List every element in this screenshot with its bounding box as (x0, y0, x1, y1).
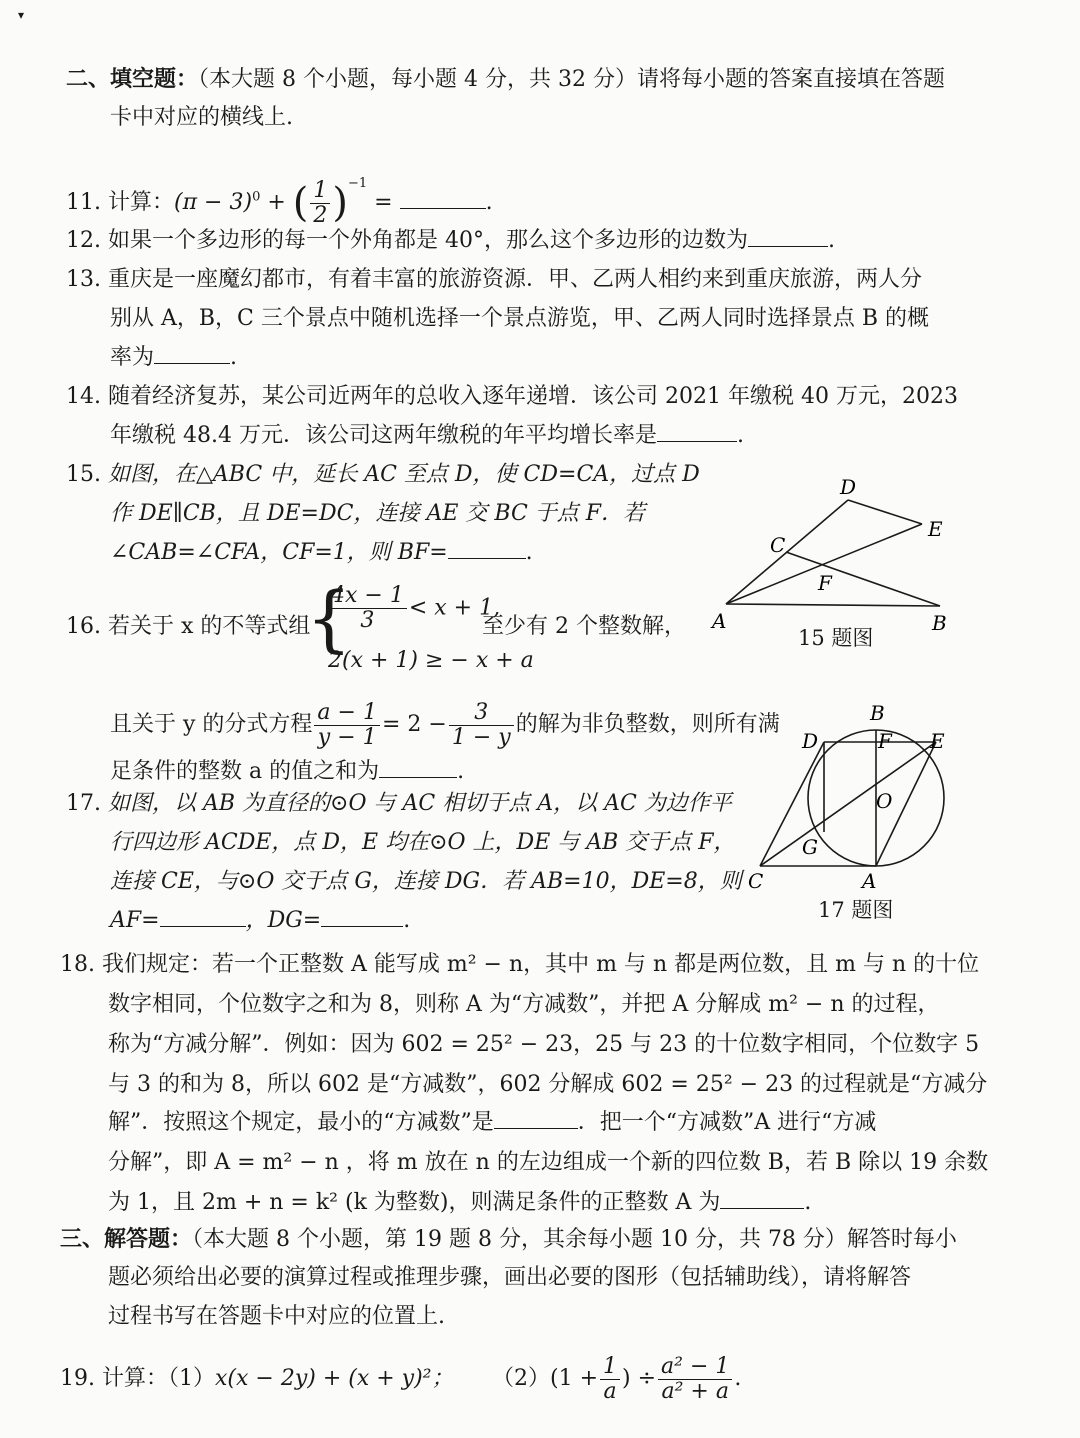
question-text: ∠CAB=∠CFA，CF=1，则 BF= (110, 540, 448, 565)
period: . (525, 540, 533, 565)
segment-CE (760, 742, 936, 866)
question-11 (66, 164, 493, 228)
question-text: 的解为非负整数，则所有满 (515, 712, 780, 737)
question-text: 我们规定：若一个正整数 A 能写成 m² − n，其中 m 与 n 都是两位数，且 m 与 n 的十位 (102, 952, 980, 977)
part-label: （2） (492, 1366, 550, 1391)
question-number: 16. (66, 614, 101, 639)
period: . (403, 908, 411, 933)
exponent: 0 (252, 189, 261, 205)
question-13-line3 (110, 343, 237, 373)
question-16-line2 (110, 700, 780, 750)
point-label-D: D (802, 729, 819, 753)
question-18-line3: 称为“方减分解”．例如：因为 602 = 25² − 23，25 与 23 的十位数字相同，个位数字 5 (108, 1032, 980, 1057)
figure-15-caption: 15 题图 (798, 626, 874, 650)
question-19-part2 (492, 1354, 741, 1404)
point-label-D: D (840, 475, 857, 499)
figure-17-caption: 17 题图 (818, 898, 894, 922)
question-number: 17. (66, 791, 101, 816)
question-text: 如图，在△ABC 中，延长 AC 至点 D，使 CD=CA，过点 D (108, 462, 700, 487)
question-text: ，DG= (245, 908, 322, 933)
section-3-header (60, 1224, 957, 1255)
math-term: (1 + (550, 1366, 599, 1391)
answer-blank[interactable] (448, 558, 526, 559)
period: . (734, 1366, 742, 1391)
question-number: 14. (66, 384, 101, 409)
denominator: 2 (313, 202, 328, 228)
point-label-A: A (862, 869, 877, 893)
period: . (804, 1190, 812, 1215)
fraction (314, 701, 380, 750)
period: . (485, 190, 493, 215)
paren-right: ) (332, 180, 348, 226)
question-text: 且关于 y 的分式方程 (110, 712, 313, 737)
question-text: 计算：（1） (102, 1366, 215, 1391)
point-label-G: G (802, 835, 818, 859)
period: . (230, 345, 238, 370)
question-14-line1 (66, 382, 958, 412)
question-15-line1 (66, 460, 700, 490)
point-label-O: O (876, 789, 893, 813)
fraction (310, 179, 330, 228)
question-text: 计算： (108, 190, 175, 215)
fraction (658, 1355, 732, 1404)
question-text: 重庆是一座魔幻都市，有着丰富的旅游资源．甲、乙两人相约来到重庆旅游，两人分 (108, 267, 923, 292)
question-18-line4: 与 3 的和为 8，所以 602 是“方减数”，602 分解成 602 = 25² − 23 的过程就是“方减分 (108, 1072, 988, 1097)
exponent: −1 (347, 176, 368, 191)
question-12 (66, 226, 835, 256)
answer-blank[interactable] (657, 441, 737, 442)
point-label-C: C (748, 869, 764, 893)
answer-blank[interactable] (154, 363, 230, 364)
inequality-2: 2(x + 1) ≥ − x + a (328, 648, 534, 673)
denominator: 1 − y (451, 724, 511, 750)
denominator: a (603, 1378, 617, 1404)
period: . (828, 228, 835, 253)
figure-17-diagram (744, 698, 954, 898)
question-16-line3 (110, 757, 464, 787)
question-18-line6: 分解”，即 A = m² − n ，将 m 放在 n 的左边组成一个新的四位数 B，若 B 除以 19 余数 (108, 1150, 989, 1175)
numerator: 1 (310, 179, 330, 204)
answer-blank-DG[interactable] (321, 926, 403, 927)
point-label-B: B (870, 701, 885, 725)
math-operator: = (367, 190, 400, 215)
answer-blank[interactable] (400, 208, 486, 209)
question-number: 18. (60, 952, 95, 977)
numerator: 1 (600, 1355, 620, 1380)
question-17-line4 (110, 906, 410, 936)
numerator: 3 (449, 701, 514, 726)
question-number: 11. (66, 190, 101, 215)
section-2-desc-line1: （本大题 8 个小题，每小题 4 分，共 32 分）请将每小题的答案直接填在答题 (198, 67, 945, 92)
question-text: 足条件的整数 a 的值之和为 (110, 759, 380, 784)
answer-blank[interactable] (379, 777, 457, 778)
system-brace: { (306, 576, 352, 660)
point-label-F: F (818, 571, 832, 595)
question-17-line2: 行四边形 ACDE，点 D，E 均在⊙O 上，DE 与 AB 交于点 F， (110, 830, 736, 855)
answer-blank-A[interactable] (720, 1208, 804, 1209)
section-3-title: 三、解答题： (60, 1226, 193, 1252)
point-label-B: B (932, 611, 947, 635)
question-18-line5 (108, 1108, 876, 1138)
point-label-E: E (928, 517, 943, 541)
period: . (736, 423, 744, 448)
question-text: 随着经济复苏，某公司近两年的总收入逐年递增．该公司 2021 年缴税 40 万元，2023 (108, 384, 958, 409)
fraction (328, 584, 407, 633)
section-3-desc-line1: （本大题 8 个小题，第 19 题 8 分，其余每小题 10 分，共 78 分）解答时每小 (192, 1227, 957, 1252)
segment-AB (726, 604, 940, 606)
question-text: 如图，以 AB 为直径的⊙O 与 AC 相切于点 A，以 AC 为边作平 (108, 791, 732, 816)
question-text: 年缴税 48.4 万元．该公司这两年缴税的年平均增长率是 (110, 423, 657, 448)
corner-mark: ▾ (18, 8, 25, 22)
question-13-line2: 别从 A，B，C 三个景点中随机选择一个景点游览，甲、乙两人同时选择景点 B 的概 (110, 306, 930, 331)
point-label-E: E (930, 729, 945, 753)
question-15-line2: 作 DE∥CB，且 DE=DC，连接 AE 交 BC 于点 F．若 (110, 501, 646, 526)
question-number: 13. (66, 267, 101, 292)
inequality-right-side: < x + 1, (408, 595, 501, 621)
section-2-header (66, 64, 945, 95)
question-14-line2 (110, 421, 744, 451)
question-15-line3 (110, 538, 533, 568)
section-2-desc-line2: 卡中对应的横线上. (110, 105, 293, 130)
question-17-line1 (66, 789, 732, 819)
numerator: a − 1 (314, 701, 380, 726)
question-18-line7 (108, 1188, 811, 1218)
fraction (600, 1355, 620, 1404)
denominator: 3 (360, 608, 375, 633)
period: . (457, 759, 465, 784)
answer-blank[interactable] (748, 246, 828, 247)
math-operator: = 2 − (381, 712, 447, 737)
question-16-post: 至少有 2 个整数解， (482, 614, 686, 639)
question-text: ．把一个“方减数”A 进行“方减 (577, 1110, 877, 1135)
question-18-line2: 数字相同，个位数字之和为 8，则称 A 为“方减数”，并把 A 分解成 m² − n 的过程， (108, 992, 940, 1017)
denominator: y − 1 (317, 724, 377, 750)
question-number: 15. (66, 462, 101, 487)
numerator: 4x − 1 (328, 584, 407, 609)
question-number: 19. (60, 1366, 95, 1391)
segment-CB (786, 552, 940, 606)
question-text: 率为 (110, 345, 155, 370)
answer-blank-min[interactable] (494, 1128, 578, 1129)
question-13-line1 (66, 265, 922, 295)
numerator: a² − 1 (658, 1355, 732, 1380)
question-text: 若关于 x 的不等式组 (108, 614, 311, 639)
question-18-line1 (60, 950, 979, 980)
answer-blank-AF[interactable] (160, 926, 246, 927)
fraction (449, 701, 514, 750)
math-operator: ) ÷ (622, 1366, 657, 1391)
question-19 (60, 1354, 454, 1404)
point-label-A: A (712, 609, 727, 633)
math-operator: + (260, 190, 293, 215)
point-label-F: F (878, 729, 892, 753)
segment-DE (848, 500, 922, 524)
question-text: 如果一个多边形的每一个外角都是 40°，那么这个多边形的边数为 (108, 228, 748, 253)
point-label-C: C (770, 533, 786, 557)
question-16-lead (66, 612, 310, 642)
question-17-line3: 连接 CE，与⊙O 交于点 G，连接 DG．若 AB=10，DE=8，则 (110, 869, 742, 894)
denominator: a² + a (661, 1378, 729, 1404)
section-2-title: 二、填空题： (66, 66, 199, 92)
question-text: AF= (110, 908, 160, 933)
question-text: 解”．按照这个规定，最小的“方减数”是 (108, 1110, 494, 1135)
section-3-desc-line3: 过程书写在答题卡中对应的位置上. (108, 1304, 445, 1329)
math-term: (π − 3) (174, 190, 253, 215)
question-number: 12. (66, 228, 101, 253)
expression-part1: x(x − 2y) + (x + y)²； (215, 1366, 454, 1391)
inequality-1 (326, 584, 500, 633)
paren-left: ( (292, 180, 309, 226)
section-3-desc-line2: 题必须给出必要的演算过程或推理步骤，画出必要的图形（包括辅助线），请将解答 (108, 1265, 912, 1290)
question-text: 为 1，且 2m + n = k² (k 为整数)，则满足条件的正整数 A 为 (108, 1190, 721, 1215)
